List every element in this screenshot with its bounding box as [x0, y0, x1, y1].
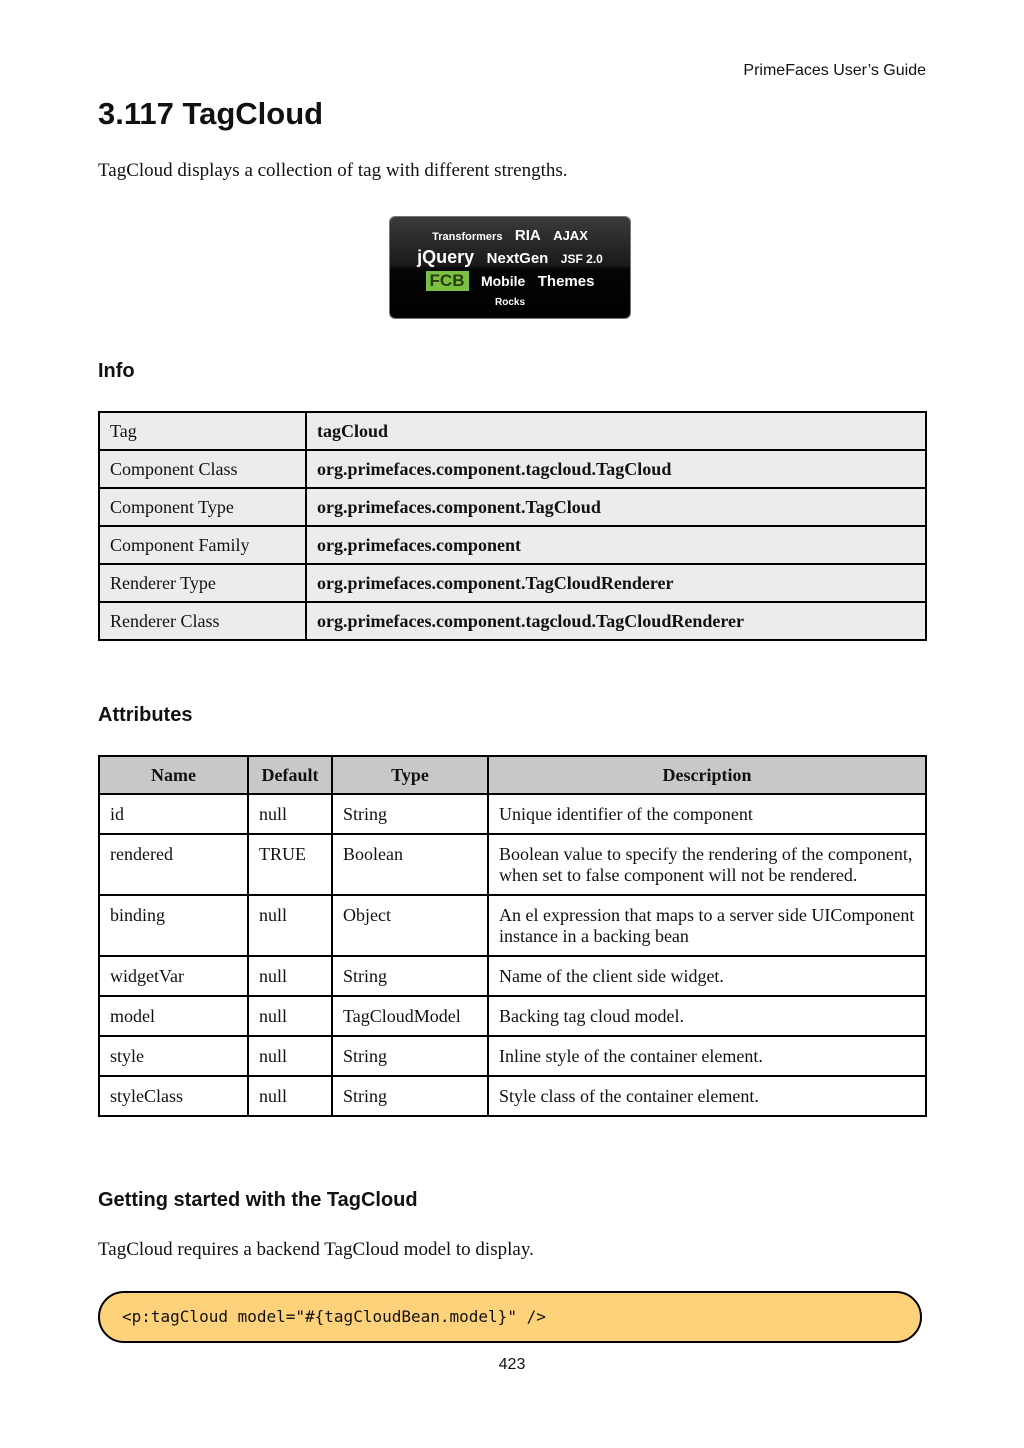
tagcloud-line	[390, 227, 630, 245]
attribute-row	[99, 996, 926, 1036]
info-label: Renderer Class	[99, 602, 306, 640]
attribute-name-cell: style	[99, 1036, 248, 1076]
attribute-description-cell: Unique identifier of the component	[488, 794, 926, 834]
info-table	[98, 411, 927, 641]
attribute-row	[99, 1036, 926, 1076]
tag-item: jQuery	[417, 247, 475, 267]
info-value: org.primefaces.component.tagcloud.TagCloudRenderer	[306, 602, 926, 640]
info-value: org.primefaces.component.tagcloud.TagCloud	[306, 450, 926, 488]
attribute-type-cell: String	[332, 1036, 488, 1076]
info-row	[99, 526, 926, 564]
attribute-type-cell: String	[332, 794, 488, 834]
attribute-row	[99, 956, 926, 996]
info-value: tagCloud	[306, 412, 926, 450]
attribute-row	[99, 794, 926, 834]
info-label: Component Family	[99, 526, 306, 564]
tag-item: Mobile	[480, 273, 526, 289]
attribute-name-cell: binding	[99, 895, 248, 956]
info-label: Component Class	[99, 450, 306, 488]
tag-item: Rocks	[494, 297, 525, 308]
code-snippet-box	[98, 1291, 922, 1343]
attribute-description-cell: An el expression that maps to a server side UIComponent instance in a backing bean	[488, 895, 926, 956]
info-heading: Info	[98, 360, 135, 382]
attribute-default-cell: null	[248, 895, 332, 956]
info-label: Renderer Type	[99, 564, 306, 602]
column-header-type: Type	[332, 756, 488, 794]
attribute-default-cell: null	[248, 794, 332, 834]
intro-text: TagCloud displays a collection of tag with different strengths.	[98, 160, 568, 181]
tagcloud-line	[390, 271, 630, 291]
info-table-body	[99, 412, 926, 640]
attribute-name-cell: rendered	[99, 834, 248, 895]
getting-started-text: TagCloud requires a backend TagCloud model to display.	[98, 1239, 534, 1260]
attribute-default-cell: TRUE	[248, 834, 332, 895]
attribute-name-cell: styleClass	[99, 1076, 248, 1116]
section-title: 3.117 TagCloud	[98, 96, 324, 131]
running-header: PrimeFaces User’s Guide	[743, 62, 926, 79]
code-snippet: <p:tagCloud model="#{tagCloudBean.model}" />	[122, 1307, 546, 1326]
tag-item: Transformers	[432, 231, 503, 243]
info-row	[99, 450, 926, 488]
attribute-type-cell: Object	[332, 895, 488, 956]
attribute-description-cell: Style class of the container element.	[488, 1076, 926, 1116]
tagcloud-line	[390, 292, 630, 310]
attribute-description-cell: Name of the client side widget.	[488, 956, 926, 996]
tag-item: NextGen	[486, 250, 549, 267]
info-value: org.primefaces.component.TagCloud	[306, 488, 926, 526]
tagcloud-example-image	[390, 217, 630, 318]
tag-item-highlighted: FCB	[426, 271, 469, 291]
attribute-type-cell: TagCloudModel	[332, 996, 488, 1036]
info-row	[99, 412, 926, 450]
column-header-description: Description	[488, 756, 926, 794]
tag-item: AJAX	[553, 228, 588, 243]
tag-item: RIA	[514, 227, 541, 244]
info-row	[99, 602, 926, 640]
attributes-heading: Attributes	[98, 704, 193, 726]
attribute-row	[99, 1076, 926, 1116]
column-header-default: Default	[248, 756, 332, 794]
info-value: org.primefaces.component	[306, 526, 926, 564]
getting-started-heading: Getting started with the TagCloud	[98, 1189, 418, 1211]
tagcloud-line	[390, 247, 630, 268]
attribute-name-cell: id	[99, 794, 248, 834]
attribute-row	[99, 834, 926, 895]
attribute-type-cell: String	[332, 1076, 488, 1116]
attribute-default-cell: null	[248, 1076, 332, 1116]
info-row	[99, 564, 926, 602]
page-number: 423	[498, 1356, 526, 1373]
attribute-type-cell: String	[332, 956, 488, 996]
info-label: Component Type	[99, 488, 306, 526]
info-value: org.primefaces.component.TagCloudRenderer	[306, 564, 926, 602]
attribute-default-cell: null	[248, 1036, 332, 1076]
tag-item: Themes	[537, 273, 595, 290]
attribute-description-cell: Backing tag cloud model.	[488, 996, 926, 1036]
info-row	[99, 488, 926, 526]
attribute-default-cell: null	[248, 996, 332, 1036]
tag-item: JSF 2.0	[560, 252, 603, 266]
attributes-header-row	[99, 756, 926, 794]
attribute-type-cell: Boolean	[332, 834, 488, 895]
info-label: Tag	[99, 412, 306, 450]
attribute-name-cell: widgetVar	[99, 956, 248, 996]
attributes-table-body	[99, 794, 926, 1116]
attribute-description-cell: Inline style of the container element.	[488, 1036, 926, 1076]
attribute-default-cell: null	[248, 956, 332, 996]
attribute-description-cell: Boolean value to specify the rendering of the component, when set to false component will not be rendered.	[488, 834, 926, 895]
attribute-name-cell: model	[99, 996, 248, 1036]
attribute-row	[99, 895, 926, 956]
column-header-name: Name	[99, 756, 248, 794]
attributes-table	[98, 755, 927, 1117]
